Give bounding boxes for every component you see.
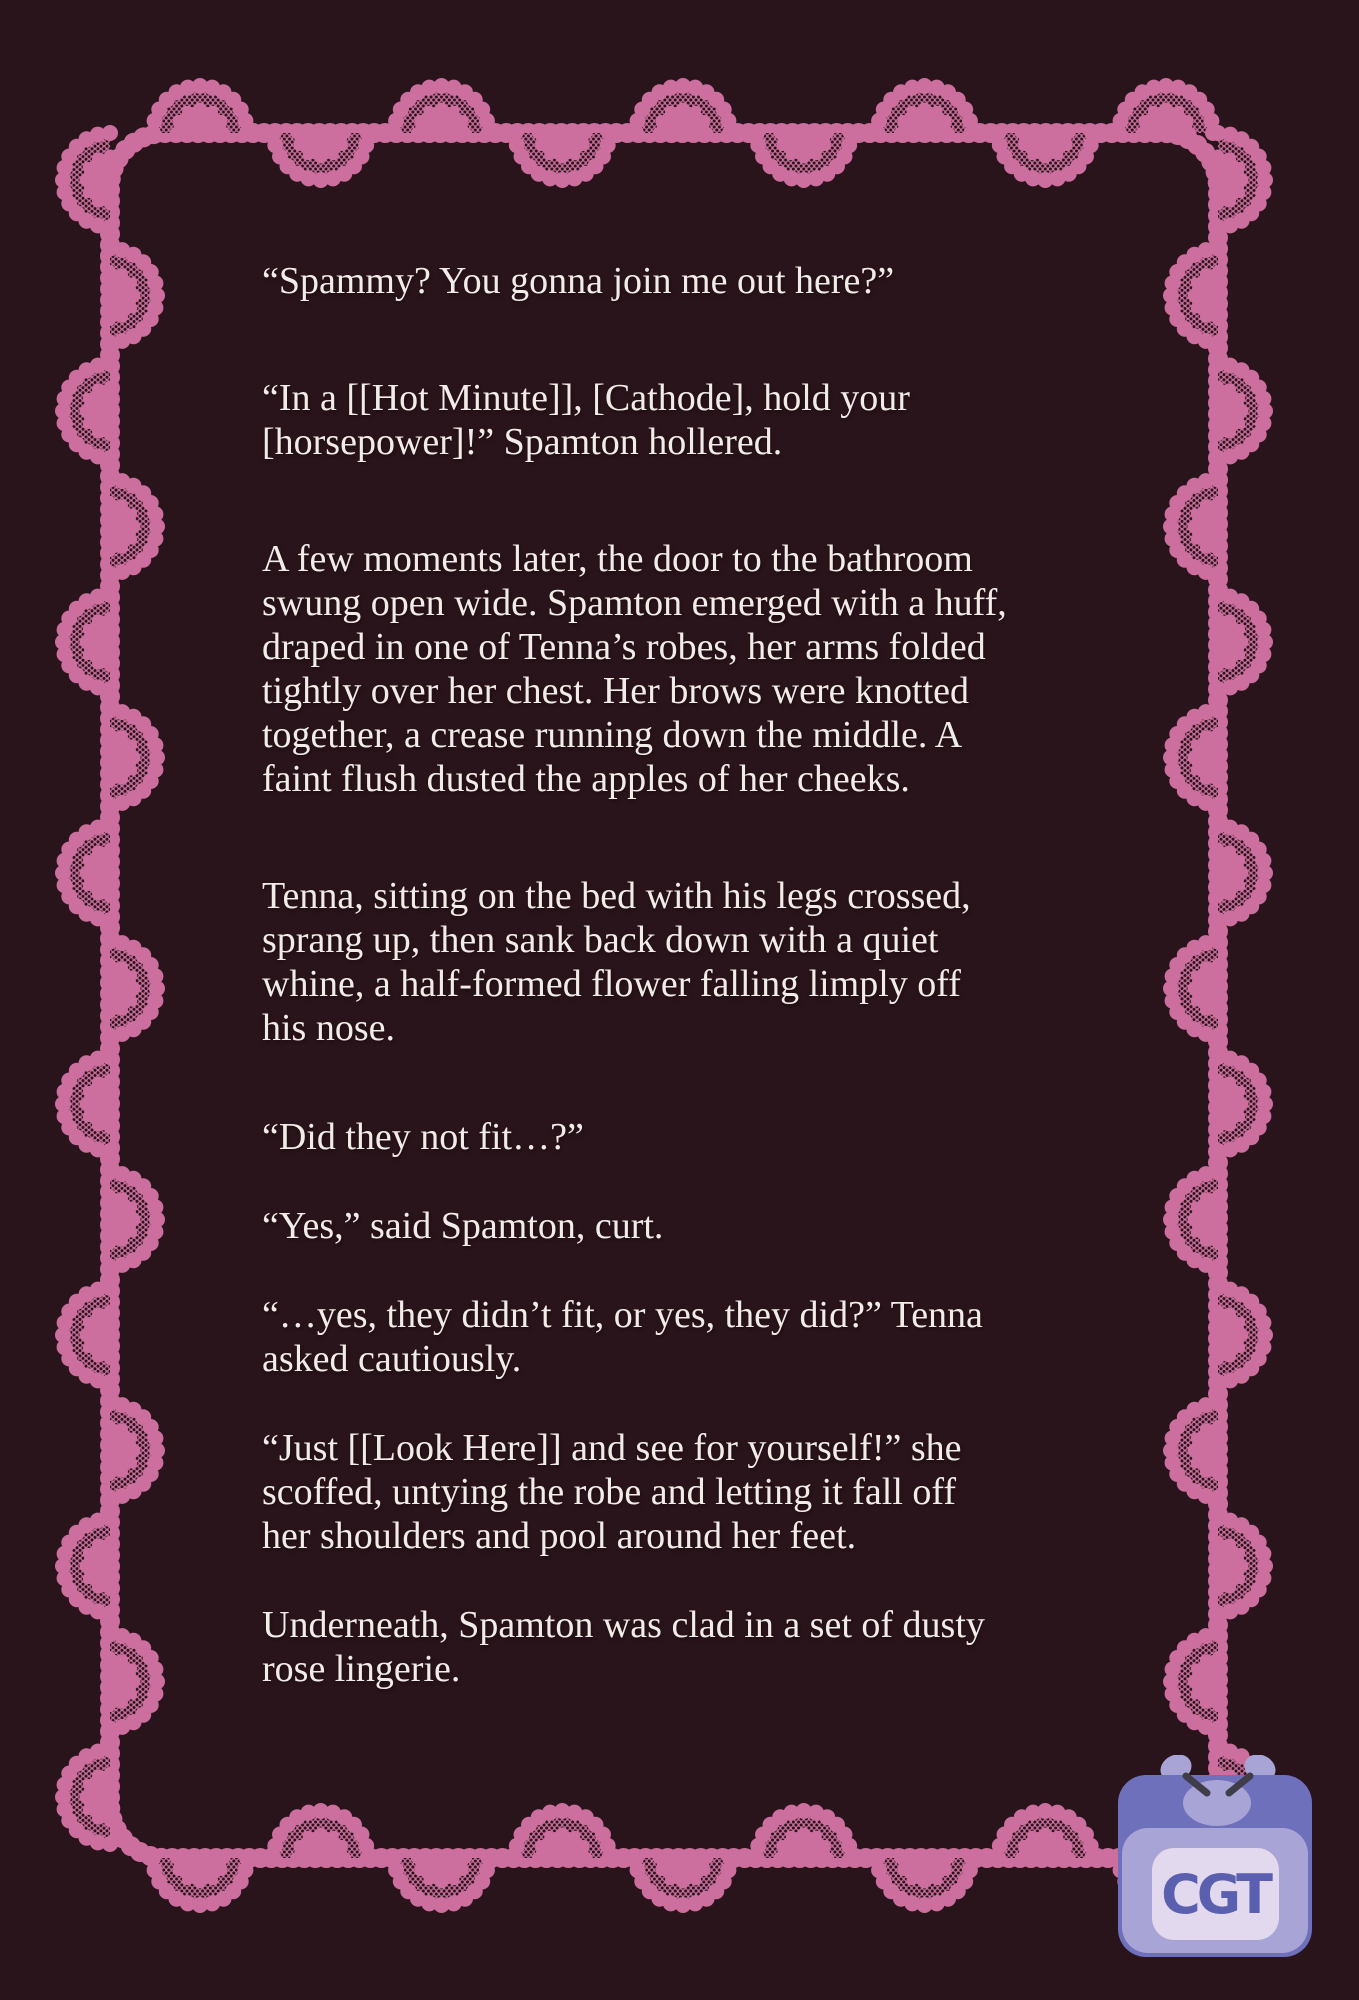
paragraph — [262, 1204, 1062, 1248]
paragraph — [262, 376, 1062, 464]
story-text — [262, 259, 1062, 1691]
paragraph — [262, 259, 1062, 303]
story-line: [horsepower]!” Spamton hollered. — [262, 421, 783, 463]
cgt-logo — [1118, 1755, 1312, 1958]
story-line: “Did they not fit…?” — [262, 1116, 584, 1158]
story-line: scoffed, untying the robe and letting it fall off — [262, 1471, 957, 1513]
story-line: swung open wide. Spamton emerged with a huff, — [262, 582, 1007, 624]
story-line: her shoulders and pool around her feet. — [262, 1515, 857, 1557]
story-line: his nose. — [262, 1007, 395, 1049]
story-line: “In a [[Hot Minute]], [Cathode], hold your — [262, 377, 910, 419]
story-line: sprang up, then sank back down with a quiet — [262, 919, 939, 961]
tv-logo-icon — [1118, 1755, 1312, 1958]
story-line: asked cautiously. — [262, 1338, 522, 1380]
paragraph — [262, 1293, 1062, 1381]
paragraph — [262, 1115, 1062, 1159]
story-line: tightly over her chest. Her brows were knotted — [262, 670, 970, 712]
logo-label: CGT — [1161, 1863, 1269, 1926]
story-line: “Just [[Look Here]] and see for yourself!” she — [262, 1427, 962, 1469]
paragraph — [262, 874, 1062, 1050]
paragraph — [262, 1426, 1062, 1558]
story-line: Underneath, Spamton was clad in a set of dusty — [262, 1604, 985, 1646]
story-line: rose lingerie. — [262, 1648, 461, 1690]
paragraph — [262, 537, 1062, 801]
story-line: “…yes, they didn’t fit, or yes, they did?” Tenna — [262, 1294, 983, 1336]
story-line: “Yes,” said Spamton, curt. — [262, 1205, 664, 1247]
story-line: faint flush dusted the apples of her cheeks. — [262, 758, 910, 800]
story-line: “Spammy? You gonna join me out here?” — [262, 260, 895, 302]
story-line: A few moments later, the door to the bathroom — [262, 538, 973, 580]
story-line: Tenna, sitting on the bed with his legs crossed, — [262, 875, 971, 917]
paragraph — [262, 1603, 1062, 1691]
story-line: whine, a half-formed flower falling limply off — [262, 963, 961, 1005]
story-line: draped in one of Tenna’s robes, her arms folded — [262, 626, 986, 668]
story-line: together, a crease running down the middle. A — [262, 714, 963, 756]
